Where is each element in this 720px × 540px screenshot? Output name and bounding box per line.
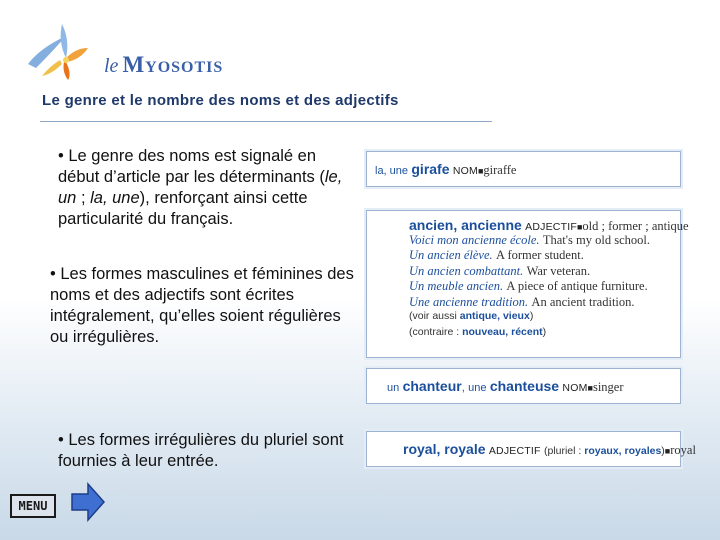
example-en: War veteran. — [526, 263, 591, 278]
royal-pos: ADJECTIF — [488, 445, 541, 457]
royal-headword: royal, royale — [403, 441, 486, 457]
chanteuse-headword: chanteuse — [489, 378, 560, 394]
p1-text-a: • Le genre des noms est signalé en début d’article par les déterminants ( — [58, 147, 325, 186]
p1-text-b: ; — [76, 189, 91, 207]
bullet-square-icon: ■ — [477, 166, 484, 176]
contrary: (contraire : nouveau, récent) — [409, 325, 547, 338]
logo-wordmark — [104, 52, 223, 78]
p1-articles-masc: le, un — [58, 168, 343, 207]
p1-text-c: ), renforçant ainsi cette particularité du français. — [58, 189, 308, 228]
girafe-pos: NOM — [452, 165, 478, 177]
p1-articles-fem: la, une — [90, 189, 140, 207]
example-en: An ancient tradition. — [531, 294, 635, 309]
example-row — [409, 248, 680, 264]
bullet-square-icon: ■ — [587, 383, 593, 393]
ancien-pos: ADJECTIF — [525, 221, 577, 233]
contrary-label: (contraire : — [409, 325, 460, 338]
chanteur-article: un — [387, 382, 400, 394]
example-en: That's my old school. — [542, 232, 650, 247]
paragraph-plural: • Les formes irrégulières du pluriel sont fournies à leur entrée. — [58, 431, 344, 470]
example-row — [409, 295, 680, 311]
see-also-label: (voir aussi — [409, 310, 457, 322]
plural-label: (pluriel : — [543, 445, 582, 457]
example-fr: Un ancien combattant. — [409, 263, 524, 278]
girafe-translation: giraffe — [483, 163, 517, 177]
paragraph-gender — [50, 146, 356, 230]
plural-words: royaux, royales — [584, 445, 662, 457]
dictionary-entry-girafe — [366, 151, 681, 187]
royal-translation: royal — [670, 443, 696, 457]
example-row — [409, 279, 680, 295]
example-row — [409, 233, 680, 249]
chanteuse-article: une — [468, 382, 487, 394]
dictionary-entry-ancien — [366, 210, 689, 358]
chanteur-headword: chanteur — [402, 378, 462, 394]
paragraph-forms: • Les formes masculines et féminines des noms et des adjectifs sont écrites intégralement, qu’elles soient régulières ou irrégulières. — [50, 265, 354, 346]
menu-button[interactable]: MENU — [10, 494, 56, 518]
flower-logo-icon — [22, 18, 102, 80]
chanteur-translation: singer — [592, 380, 624, 394]
bullet-square-icon: ■ — [664, 446, 671, 456]
see-also-words: antique, vieux — [459, 310, 530, 322]
example-en: A former student. — [495, 248, 584, 262]
girafe-headword: girafe — [411, 161, 450, 177]
example-fr: Un meuble ancien. — [409, 279, 504, 293]
next-arrow-icon[interactable] — [70, 482, 106, 522]
example-fr: Un ancien élève. — [409, 248, 493, 262]
ancien-gloss: old ; former ; antique — [582, 219, 689, 233]
myosotis-logo — [22, 18, 232, 80]
dictionary-entry-chanteur: un chanteur, une chanteuse NOM■singer — [366, 368, 681, 404]
chanteur-pos: NOM — [562, 382, 588, 394]
contrary-words: nouveau, récent — [462, 325, 543, 338]
example-en: A piece of antique furniture. — [506, 279, 648, 293]
ancien-headword: ancien, ancienne — [409, 217, 522, 233]
dictionary-entry-royal — [366, 431, 696, 467]
example-fr: Voici mon ancienne école. — [409, 232, 540, 247]
bullet-square-icon: ■ — [576, 222, 583, 232]
example-row — [409, 264, 680, 280]
see-also: (voir aussi antique, vieux) — [409, 310, 534, 322]
logo-name: Myosotis — [122, 52, 224, 77]
slide-title: Le genre et le nombre des noms et des adjectifs — [42, 92, 399, 109]
girafe-article: la, une — [375, 165, 409, 177]
royal-plural: (pluriel : royaux, royales) — [543, 445, 665, 457]
logo-prefix: le — [104, 55, 119, 77]
title-divider — [40, 121, 492, 122]
example-fr: Une ancienne tradition. — [409, 294, 529, 309]
